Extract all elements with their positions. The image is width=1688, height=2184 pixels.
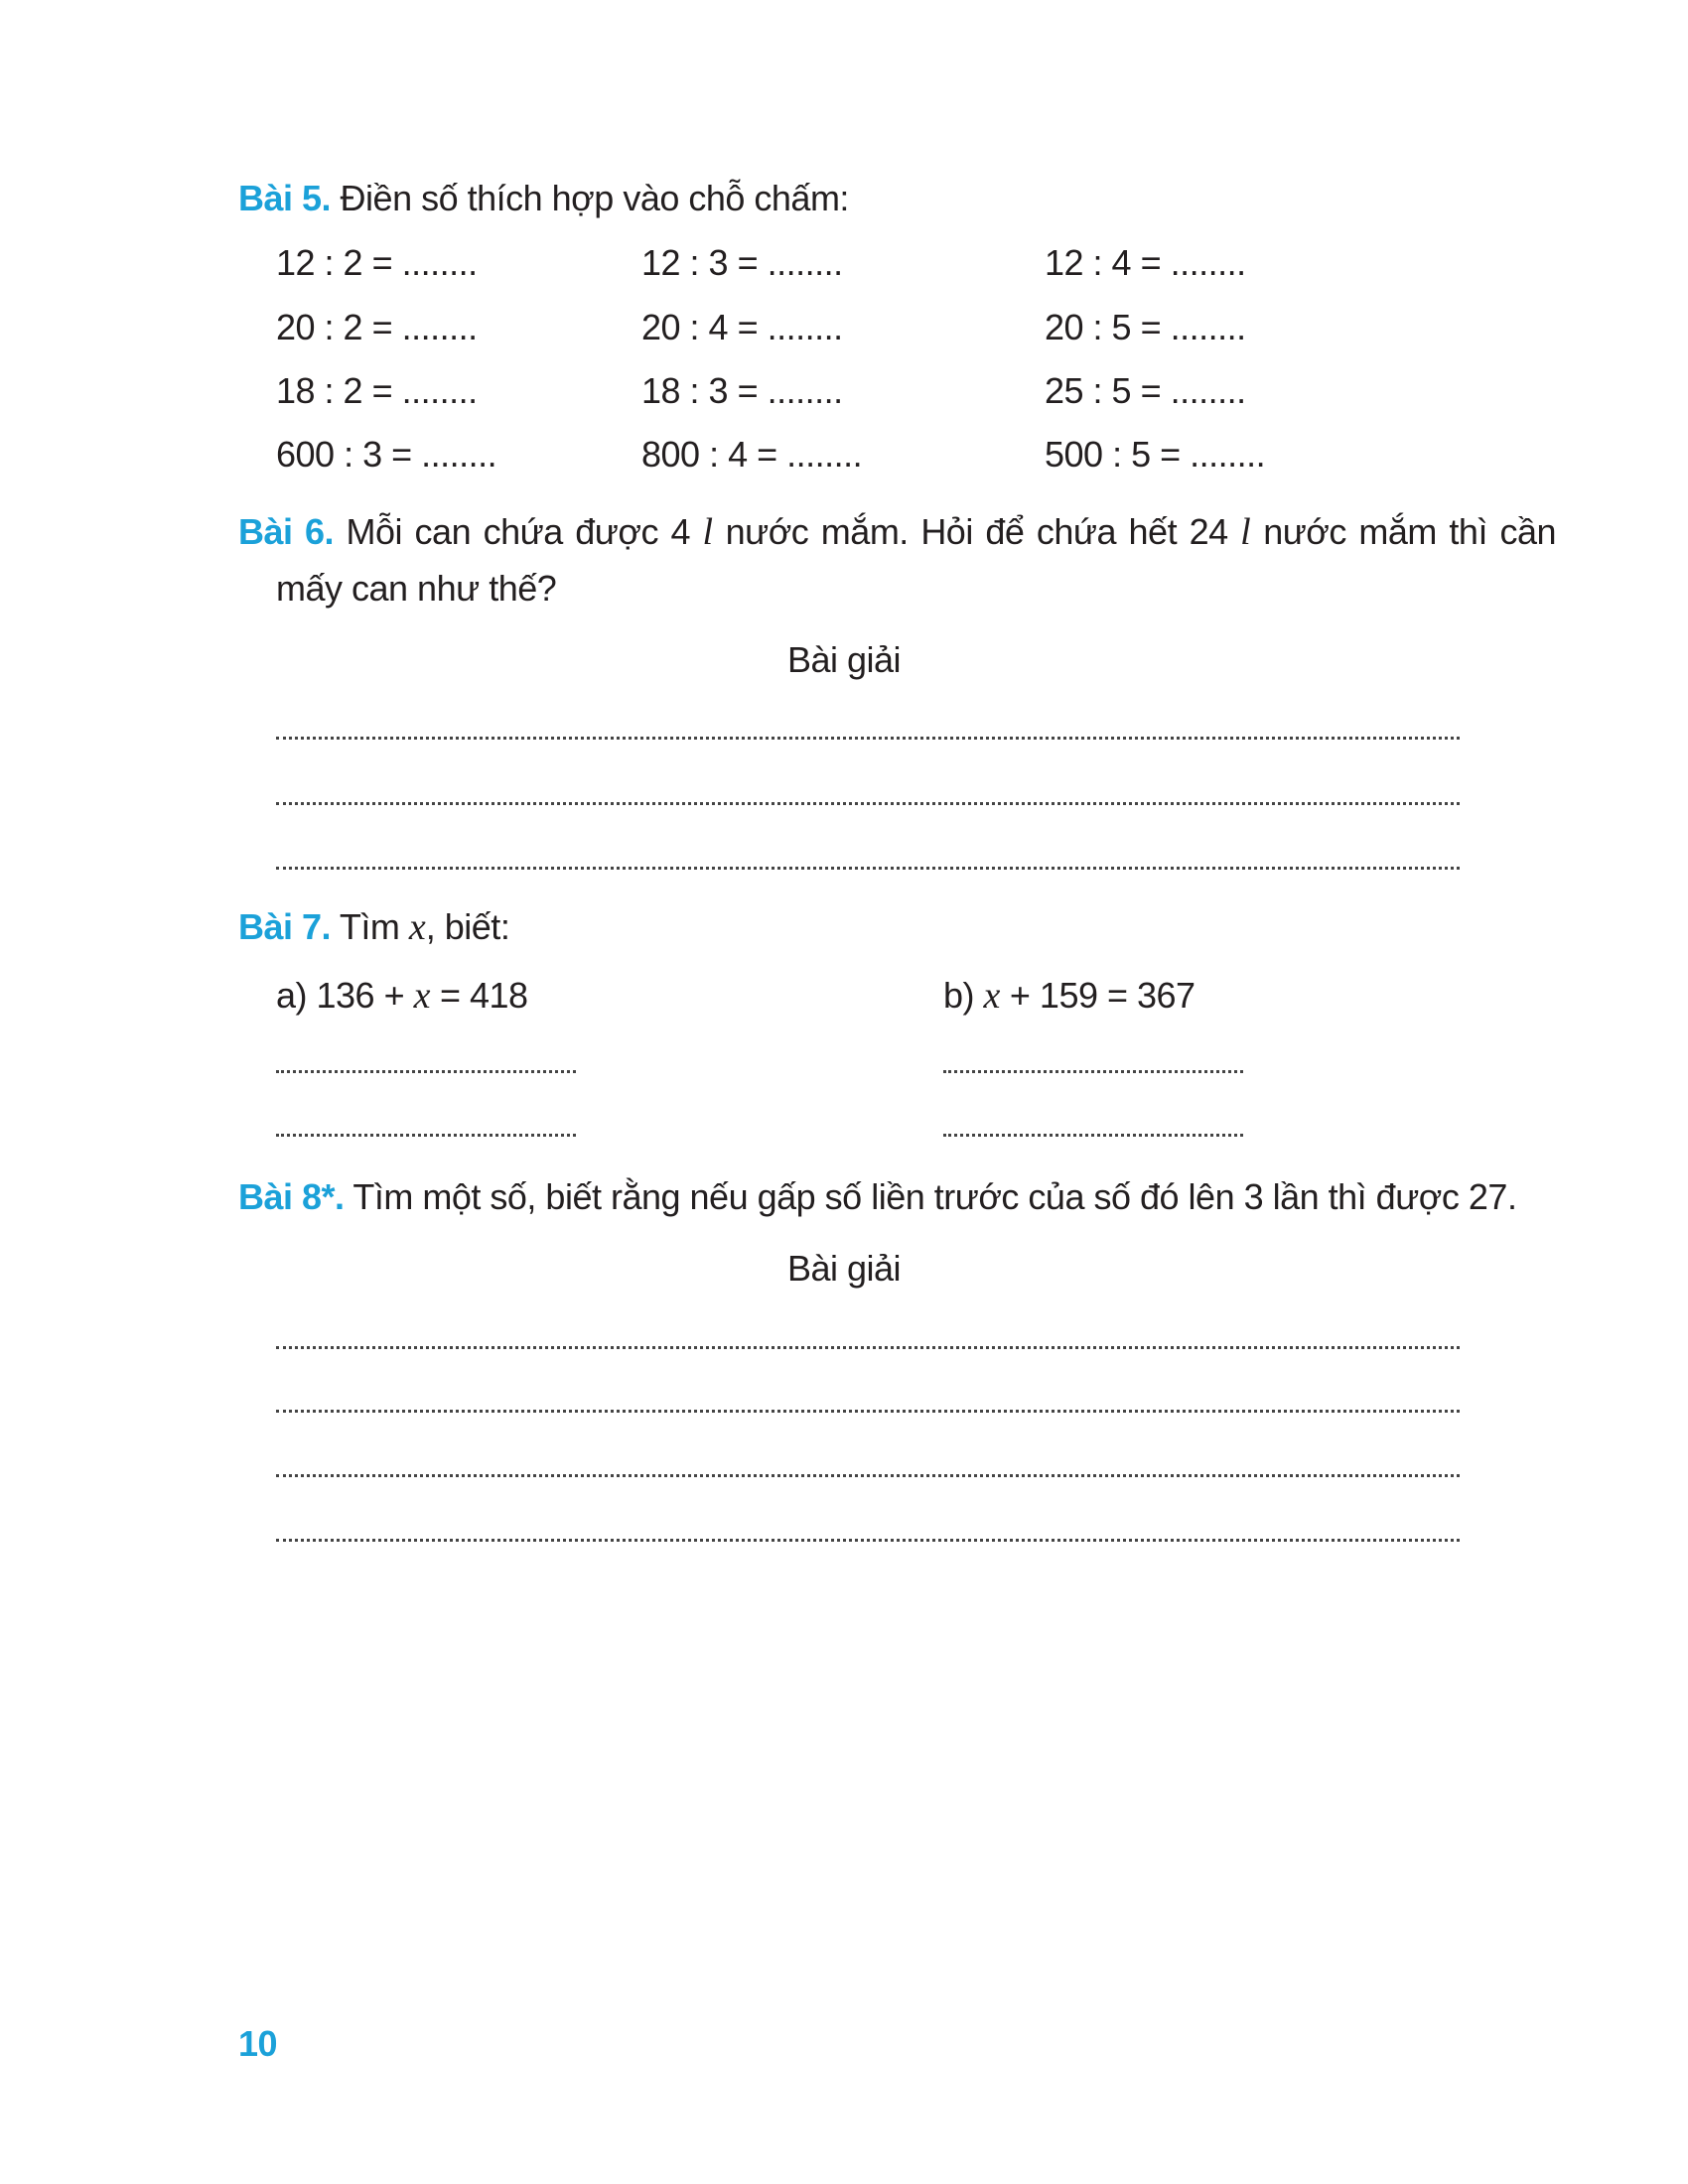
exercise-6-line-2: mấy can như thế? <box>276 568 557 609</box>
exercise-6-solution-title: Bài giải <box>786 639 902 680</box>
exercise-7a-variable: x <box>413 975 431 1017</box>
exercise-6-label: Bài 6. <box>238 511 335 552</box>
exercise-8-solution-title: Bài giải <box>786 1248 902 1289</box>
calc-3-3: 25 : 5 = ........ <box>1045 370 1246 411</box>
answer-line-8-2[interactable] <box>276 1410 1460 1413</box>
exercise-7b-equation <box>943 976 1196 1016</box>
answer-line-8-1[interactable] <box>276 1346 1460 1349</box>
answer-line-7b-2[interactable] <box>943 1134 1243 1137</box>
exercise-5-label: Bài 5. <box>238 178 332 218</box>
calc-2-2: 20 : 4 = ........ <box>641 307 843 347</box>
exercise-8-heading <box>238 1177 1516 1217</box>
exercise-6-text-a: Mỗi can chứa được 4 <box>334 511 703 552</box>
exercise-8-text: Tìm một số, biết rằng nếu gấp số liền trước của số đó lên 3 lần thì được 27. <box>344 1176 1517 1217</box>
calc-4-2: 800 : 4 = ........ <box>641 434 863 475</box>
exercise-7b-variable: x <box>983 975 1001 1017</box>
calc-2-1: 20 : 2 = ........ <box>276 307 478 347</box>
unit-liter-1: l <box>702 511 714 553</box>
answer-line-6-2[interactable] <box>276 802 1460 805</box>
exercise-7a-suffix: = 418 <box>430 975 528 1016</box>
exercise-6-heading <box>238 512 1556 552</box>
exercise-5-heading <box>238 179 849 218</box>
exercise-7-label: Bài 7. <box>238 906 332 947</box>
exercise-7b-suffix: + 159 = 367 <box>1000 975 1196 1016</box>
calc-4-3: 500 : 5 = ........ <box>1045 434 1266 475</box>
exercise-5-text: Điền số thích hợp vào chỗ chấm: <box>331 178 849 218</box>
calc-1-1: 12 : 2 = ........ <box>276 242 478 283</box>
variable-x: x <box>408 906 426 948</box>
exercise-6-text-c: nước mắm thì cần <box>1250 511 1556 552</box>
calc-3-2: 18 : 3 = ........ <box>641 370 843 411</box>
answer-line-8-3[interactable] <box>276 1474 1460 1477</box>
exercise-7b-prefix: b) <box>943 975 984 1016</box>
page-number: 10 <box>238 2023 278 2064</box>
exercise-7-text-a: Tìm <box>331 906 409 947</box>
exercise-8-label: Bài 8*. <box>238 1176 345 1217</box>
exercise-7a-prefix: a) 136 + <box>276 975 414 1016</box>
calc-1-2: 12 : 3 = ........ <box>641 242 843 283</box>
calc-4-1: 600 : 3 = ........ <box>276 434 497 475</box>
calc-2-3: 20 : 5 = ........ <box>1045 307 1246 347</box>
exercise-7a-equation <box>276 976 528 1016</box>
answer-line-7a-1[interactable] <box>276 1070 576 1073</box>
calc-1-3: 12 : 4 = ........ <box>1045 242 1246 283</box>
answer-line-7b-1[interactable] <box>943 1070 1243 1073</box>
exercise-7-text-b: , biết: <box>425 906 510 947</box>
calc-3-1: 18 : 2 = ........ <box>276 370 478 411</box>
exercise-7-heading <box>238 907 509 947</box>
answer-line-6-3[interactable] <box>276 867 1460 870</box>
answer-line-8-4[interactable] <box>276 1539 1460 1542</box>
answer-line-7a-2[interactable] <box>276 1134 576 1137</box>
unit-liter-2: l <box>1240 511 1251 553</box>
exercise-6-text-b: nước mắm. Hỏi để chứa hết 24 <box>713 511 1241 552</box>
answer-line-6-1[interactable] <box>276 737 1460 740</box>
